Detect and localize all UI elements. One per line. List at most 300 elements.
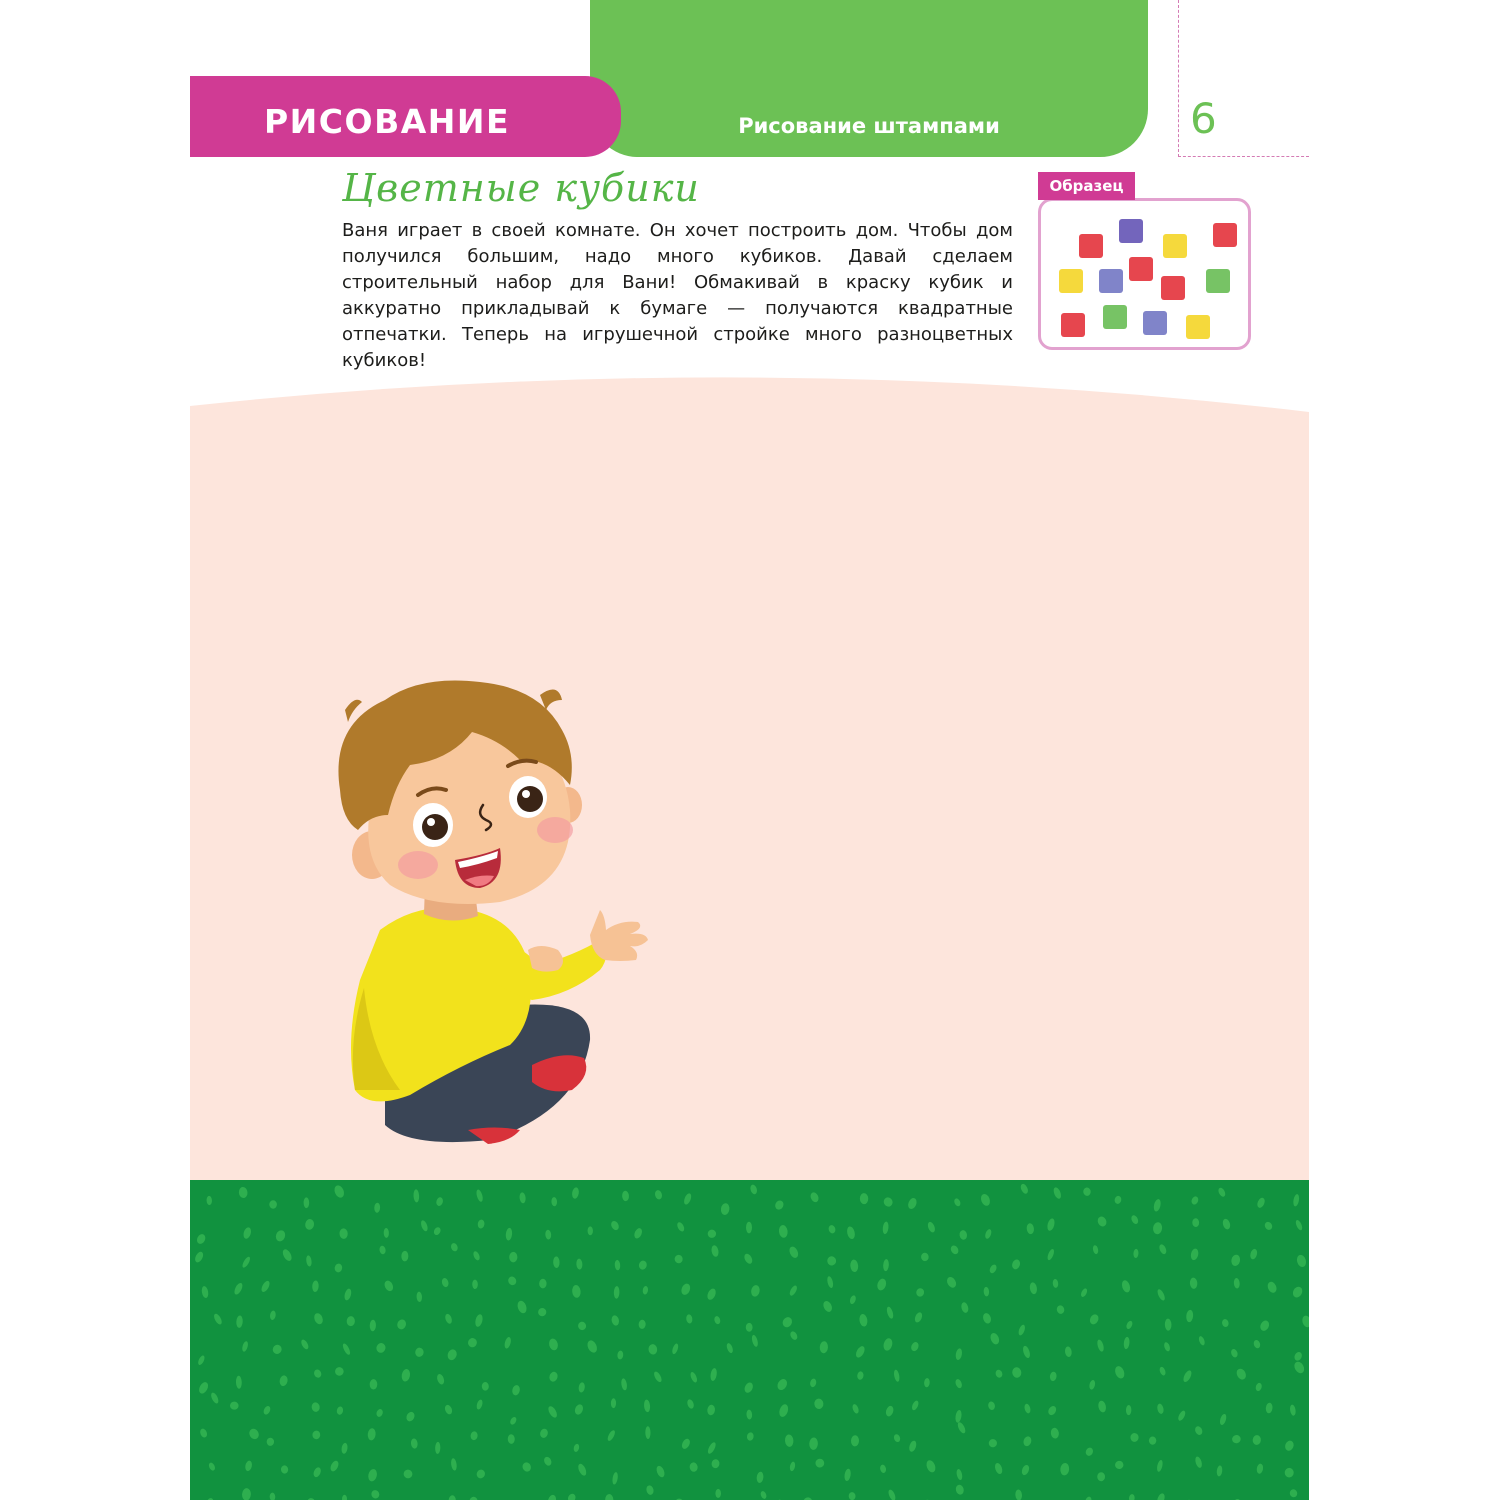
grass-speck [956,1469,964,1481]
grass-speck [1263,1220,1273,1231]
grass-speck [1231,1434,1241,1444]
grass-speck [475,1189,484,1203]
grass-speck [482,1382,489,1391]
grass-speck [1017,1324,1026,1336]
grass-speck [416,1291,422,1302]
grass-speck [576,1258,583,1269]
grass-speck [746,1409,752,1419]
grass-speck [751,1334,759,1347]
grass-speck [312,1430,321,1440]
grass-speck [197,1355,206,1366]
grass-speck [1190,1248,1199,1261]
grass-speck [367,1428,376,1441]
grass-speck [267,1438,275,1446]
grass-speck [370,1379,378,1390]
grass-speck [346,1316,355,1327]
grass-speck [1216,1465,1223,1477]
grass-speck [236,1315,243,1328]
grass-speck [848,1492,855,1500]
grass-speck [713,1315,721,1324]
grass-speck [850,1259,859,1272]
grass-speck [1190,1195,1199,1205]
grass-speck [401,1368,411,1382]
grass-speck [979,1193,991,1207]
grass-speck [1233,1278,1240,1289]
grass-speck [1123,1337,1130,1350]
grass-speck [989,1332,1001,1346]
grass-speck [553,1256,560,1268]
grass-speck [469,1496,478,1500]
grass-speck [474,1314,484,1328]
grass-speck [988,1438,998,1448]
section-title: РИСОВАНИЕ [264,102,511,141]
grass-speck [379,1245,386,1255]
grass-speck [654,1189,663,1200]
grass-strip [190,1180,1309,1500]
grass-speck [1284,1439,1295,1452]
grass-speck [1024,1403,1032,1414]
grass-speck [306,1255,313,1267]
grass-speck [1252,1435,1261,1446]
grass-speck [887,1489,897,1500]
grass-speck [546,1494,557,1500]
grass-speck [197,1381,210,1395]
grass-speck [614,1260,620,1271]
grass-speck [1046,1218,1056,1232]
grass-speck [241,1256,251,1269]
grass-speck [279,1375,289,1387]
grass-speck [776,1377,789,1391]
grass-speck [959,1230,968,1241]
grass-speck [720,1203,730,1216]
grass-speck [384,1228,390,1238]
grass-speck [706,1287,718,1301]
grass-speck [893,1369,900,1382]
grass-speck [1165,1319,1172,1331]
grass-speck [893,1433,901,1443]
color-stamp [1213,223,1237,247]
grass-speck [633,1227,644,1240]
grass-speck [1129,1494,1135,1500]
subsection-tab [590,0,1148,157]
grass-speck [1294,1219,1303,1231]
grass-speck [312,1466,322,1478]
grass-speck [545,1229,552,1239]
grass-speck [746,1323,753,1332]
grass-speck [342,1495,347,1500]
grass-speck [334,1263,343,1273]
color-stamp [1129,257,1153,281]
grass-speck [507,1275,518,1286]
grass-speck [686,1398,695,1409]
grass-speck [826,1276,834,1289]
grass-speck [472,1280,478,1289]
color-stamp [1079,234,1103,258]
grass-speck [577,1321,586,1331]
grass-speck [655,1465,666,1479]
grass-speck [509,1416,518,1426]
grass-speck [926,1221,936,1234]
grass-speck [1019,1183,1029,1195]
grass-speck [271,1343,283,1355]
grass-speck [446,1348,458,1361]
grass-speck [809,1191,820,1203]
grass-speck [826,1255,837,1266]
grass-speck [645,1485,654,1496]
grass-speck [1292,1194,1299,1207]
grass-speck [448,1495,456,1500]
page-corner-divider-bottom [1178,156,1309,157]
grass-speck [1015,1489,1023,1500]
grass-speck [1163,1341,1171,1352]
grass-speck [746,1432,754,1442]
grass-speck [401,1251,408,1262]
grass-speck [1177,1410,1187,1422]
grass-speck [244,1460,253,1472]
grass-speck [441,1277,450,1288]
grass-speck [1012,1367,1022,1379]
grass-speck [212,1313,223,1326]
grass-speck [1114,1460,1124,1470]
grass-speck [311,1402,320,1413]
grass-speck [995,1369,1004,1379]
grass-speck [802,1496,814,1500]
grass-speck [885,1405,895,1417]
grass-speck [614,1286,620,1299]
grass-speck [1255,1382,1263,1392]
grass-speck [1011,1258,1022,1270]
grass-speck [882,1337,893,1351]
color-stamp [1061,313,1085,337]
grass-speck [539,1428,549,1439]
grass-speck [1259,1319,1271,1332]
grass-speck [987,1401,995,1411]
grass-speck [1190,1277,1198,1289]
grass-speck [519,1192,526,1204]
grass-speck [1026,1223,1034,1235]
grass-speck [1156,1492,1166,1500]
grass-speck [274,1229,286,1243]
grass-speck [610,1220,621,1232]
grass-speck [247,1427,260,1441]
color-stamp [1143,311,1167,335]
grass-speck [1022,1435,1032,1447]
grass-speck [539,1279,547,1289]
grass-speck [193,1250,204,1263]
grass-speck [778,1225,788,1239]
grass-speck [911,1400,920,1412]
grass-speck [982,1312,993,1324]
grass-speck [749,1184,758,1195]
grass-speck [983,1287,989,1297]
grass-speck [859,1313,869,1327]
grass-speck [1293,1351,1303,1362]
grass-speck [586,1339,599,1354]
grass-speck [819,1341,828,1354]
grass-speck [686,1314,693,1324]
grass-speck [879,1464,886,1473]
grass-speck [405,1411,416,1423]
grass-speck [1222,1218,1232,1230]
grass-speck [1194,1456,1203,1469]
grass-speck [1230,1254,1241,1267]
grass-speck [573,1403,584,1416]
grass-speck [1047,1405,1058,1417]
grass-speck [711,1245,720,1258]
grass-speck [876,1278,888,1292]
grass-speck [1130,1433,1139,1443]
grass-speck [674,1254,683,1263]
grass-speck [788,1245,800,1259]
grass-speck [281,1465,289,1474]
grass-speck [621,1378,628,1391]
grass-speck [846,1226,856,1240]
grass-speck [707,1404,716,1415]
grass-speck [814,1398,824,1409]
grass-speck [509,1252,517,1263]
grass-speck [1121,1279,1132,1293]
grass-speck [241,1341,249,1353]
grass-speck [809,1378,817,1388]
grass-speck [374,1203,380,1213]
grass-speck [857,1371,864,1380]
color-stamp [1119,219,1143,243]
section-tab [190,76,621,157]
grass-speck [303,1197,309,1208]
grass-speck [715,1489,721,1498]
grass-speck [988,1263,998,1274]
grass-speck [756,1471,764,1483]
grass-speck [611,1398,616,1408]
grass-speck [336,1406,344,1415]
grass-speck [1219,1413,1228,1426]
grass-speck [238,1187,248,1199]
grass-speck [201,1286,209,1299]
grass-speck [436,1373,446,1385]
grass-speck [653,1370,664,1383]
grass-speck [210,1392,220,1405]
grass-speck [945,1275,958,1289]
grass-speck [551,1197,557,1206]
grass-speck [578,1382,585,1393]
color-stamp [1163,234,1187,258]
lesson-title: Цветные кубики [342,166,700,210]
grass-speck [955,1348,963,1361]
grass-speck [913,1311,923,1323]
grass-speck [710,1368,718,1382]
grass-speck [622,1191,630,1202]
color-stamp [1206,269,1230,293]
grass-speck [680,1282,692,1296]
grass-speck [334,1366,345,1377]
grass-speck [726,1342,735,1354]
grass-speck [1083,1187,1091,1196]
grass-speck [860,1193,869,1204]
boy-illustration [300,670,660,1150]
grass-speck [199,1428,208,1439]
grass-speck [1092,1245,1099,1255]
grass-speck [1156,1403,1164,1414]
grass-speck [1084,1446,1094,1457]
grass-speck [1158,1243,1168,1255]
grass-speck [329,1459,340,1472]
grass-speck [375,1408,383,1418]
page-number: 6 [1190,94,1217,143]
grass-speck [543,1456,553,1467]
grass-speck [341,1442,348,1454]
grass-speck [638,1260,648,1271]
grass-speck [1291,1285,1304,1299]
color-stamp [1161,276,1185,300]
color-stamp [1103,305,1127,329]
grass-speck [333,1184,346,1199]
grass-speck [689,1371,698,1383]
color-stamp [1099,269,1123,293]
grass-speck [851,1435,859,1446]
grass-speck [1050,1427,1060,1439]
grass-speck [300,1338,310,1350]
grass-speck [208,1462,217,1472]
grass-speck [1156,1288,1166,1301]
grass-speck [242,1488,252,1500]
grass-speck [242,1226,252,1239]
grass-speck [508,1434,515,1444]
grass-speck [778,1403,790,1418]
grass-speck [1022,1345,1032,1359]
grass-speck [854,1345,866,1359]
grass-speck [573,1443,580,1452]
grass-speck [1152,1222,1162,1235]
grass-speck [1096,1215,1108,1228]
grass-speck [521,1461,532,1473]
grass-speck [611,1315,620,1327]
grass-speck [784,1434,793,1447]
grass-speck [949,1244,960,1255]
grass-speck [960,1302,969,1314]
grass-speck [1292,1360,1306,1375]
grass-speck [370,1320,377,1332]
grass-speck [706,1441,717,1455]
grass-speck [433,1226,442,1236]
grass-speck [612,1472,619,1485]
grass-speck [882,1196,894,1208]
grass-speck [415,1347,424,1357]
grass-speck [644,1399,651,1412]
grass-speck [567,1493,577,1500]
grass-speck [1253,1339,1262,1349]
grass-speck [1296,1254,1308,1268]
grass-speck [375,1342,386,1354]
grass-speck [1149,1437,1156,1445]
grass-speck [396,1318,407,1330]
sample-box [1038,198,1251,350]
grass-speck [1289,1488,1299,1498]
grass-speck [676,1221,686,1233]
grass-speck [547,1405,559,1419]
grass-speck [1256,1463,1264,1474]
grass-speck [370,1489,380,1500]
grass-speck [711,1459,720,1469]
grass-speck [1052,1186,1062,1199]
grass-speck [470,1431,478,1441]
grass-speck [781,1315,794,1328]
grass-speck [1052,1279,1058,1288]
grass-speck [1020,1464,1030,1476]
grass-speck [577,1463,588,1477]
grass-speck [760,1490,768,1499]
lesson-text: Ваня играет в своей комнате. Он хочет построить дом. Чтобы дом получился большим, надо много кубиков. Давай сделаем строительный набор для Вани! Обмакивай в краску кубик и аккуратно прикладывай к бумаге — получаются квадратные отпечатки. Теперь на игрушечной стройке много разноцветных кубиков! [342,220,1013,371]
grass-speck [849,1295,857,1305]
grass-speck [1156,1459,1164,1472]
grass-speck [955,1410,963,1424]
grass-speck [1159,1366,1167,1376]
grass-speck [924,1378,930,1388]
grass-speck [505,1228,512,1241]
grass-speck [886,1306,895,1319]
grass-speck [683,1192,693,1205]
grass-speck [1114,1195,1122,1204]
grass-speck [548,1338,559,1352]
grass-speck [1230,1348,1239,1358]
sample-label: Образец [1038,172,1135,200]
grass-speck [206,1196,212,1205]
grass-speck [402,1468,413,1479]
grass-speck [587,1226,593,1235]
grass-speck [233,1282,244,1296]
grass-speck [236,1376,242,1389]
grass-speck [313,1368,323,1378]
grass-speck [472,1250,481,1261]
grass-speck [648,1344,658,1355]
grass-speck [708,1230,717,1238]
grass-speck [477,1219,485,1229]
grass-speck [230,1401,239,1410]
grass-speck [413,1189,419,1202]
grass-speck [994,1462,1004,1475]
grass-speck [743,1252,754,1265]
grass-speck [984,1228,992,1239]
grass-speck [444,1313,453,1325]
grass-speck [617,1350,624,1359]
grass-speck [606,1429,616,1442]
grass-speck [642,1286,648,1295]
grass-speck [1301,1315,1309,1329]
grass-speck [908,1440,918,1453]
grass-speck [1089,1379,1096,1390]
grass-speck [1029,1282,1038,1295]
grass-speck [1285,1468,1294,1478]
grass-speck [281,1248,293,1263]
grass-speck [1064,1346,1072,1357]
grass-speck [883,1259,889,1271]
grass-speck [822,1300,834,1314]
grass-speck [435,1442,441,1454]
grass-speck [313,1312,325,1326]
grass-speck [689,1462,699,1473]
grass-speck [571,1187,579,1199]
sample-stamps-illustration [1041,201,1254,353]
grass-speck [269,1200,277,1208]
grass-speck [789,1461,796,1471]
grass-speck [538,1308,546,1316]
grass-speck [671,1343,679,1355]
grass-speck [680,1437,691,1450]
grass-speck [1113,1365,1126,1380]
grass-speck [882,1221,889,1234]
grass-speck [450,1242,459,1252]
grass-speck [548,1371,559,1383]
grass-speck [1056,1304,1065,1314]
